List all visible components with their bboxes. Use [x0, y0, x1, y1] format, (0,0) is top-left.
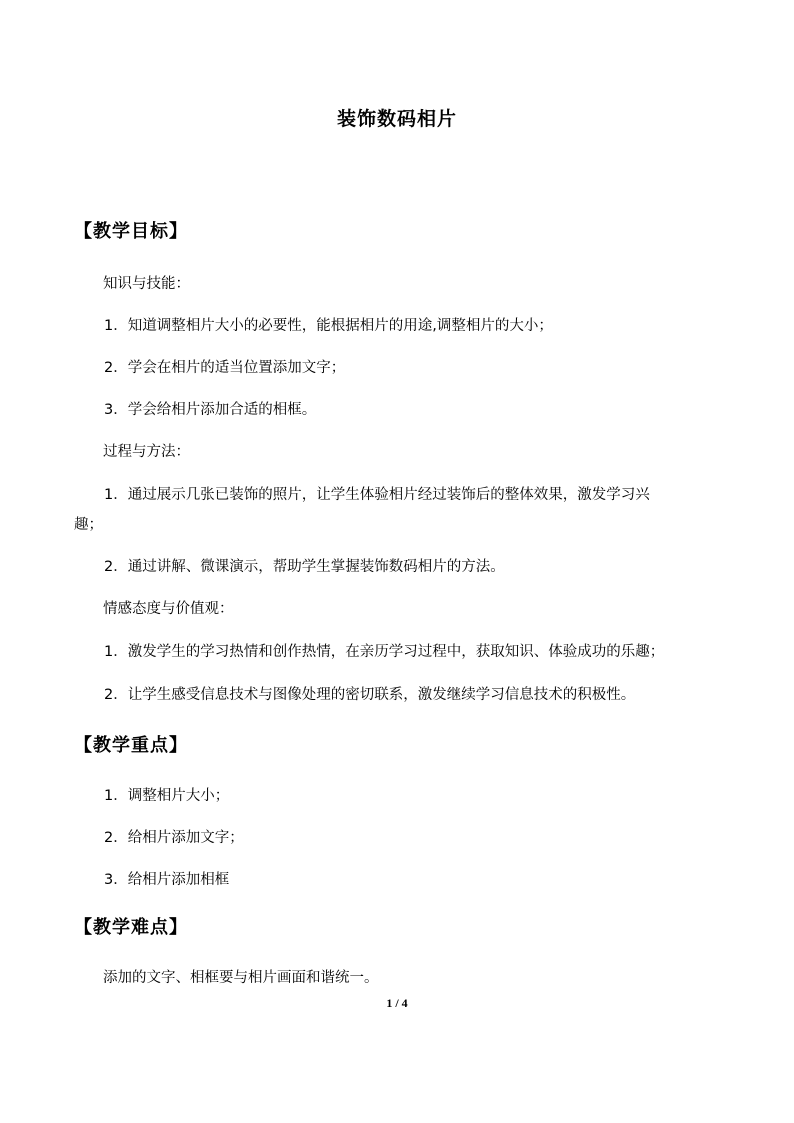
- page-title: 装饰数码相片: [336, 108, 457, 130]
- list-item: 1．通过展示几张已装饰的照片，让学生体验相片经过装饰后的整体效果，激发学习兴: [104, 487, 650, 503]
- page-number: 1 / 4: [386, 996, 408, 1010]
- subheading-attitude: 情感态度与价值观：: [103, 601, 234, 617]
- list-item: 2．让学生感受信息技术与图像处理的密切联系，激发继续学习信息技术的积极性。: [104, 687, 636, 703]
- subheading-knowledge: 知识与技能：: [103, 276, 190, 292]
- list-item: 2．通过讲解、微课演示，帮助学生掌握装饰数码相片的方法。: [104, 559, 505, 575]
- list-item: 1．调整相片大小；: [104, 788, 230, 804]
- list-item: 3．给相片添加相框: [104, 872, 230, 888]
- list-item: 1．激发学生的学习热情和创作热情，在亲历学习过程中，获取知识、体验成功的乐趣；: [104, 644, 665, 660]
- list-item: 2．给相片添加文字；: [104, 830, 244, 846]
- section-heading-objectives: 【教学目标】: [74, 221, 188, 242]
- list-item: 2．学会在相片的适当位置添加文字；: [104, 360, 346, 376]
- list-item: 1．知道调整相片大小的必要性，能根据相片的用途,调整相片的大小；: [104, 318, 553, 334]
- section-heading-difficulties: 【教学难点】: [74, 917, 188, 938]
- difficulty-text: 添加的文字、相框要与相片画面和谐统一。: [103, 970, 379, 986]
- list-item-continuation: 趣；: [74, 517, 103, 533]
- list-item: 3．学会给相片添加合适的相框。: [104, 402, 317, 418]
- subheading-process: 过程与方法：: [103, 444, 190, 460]
- section-heading-key-points: 【教学重点】: [74, 735, 188, 756]
